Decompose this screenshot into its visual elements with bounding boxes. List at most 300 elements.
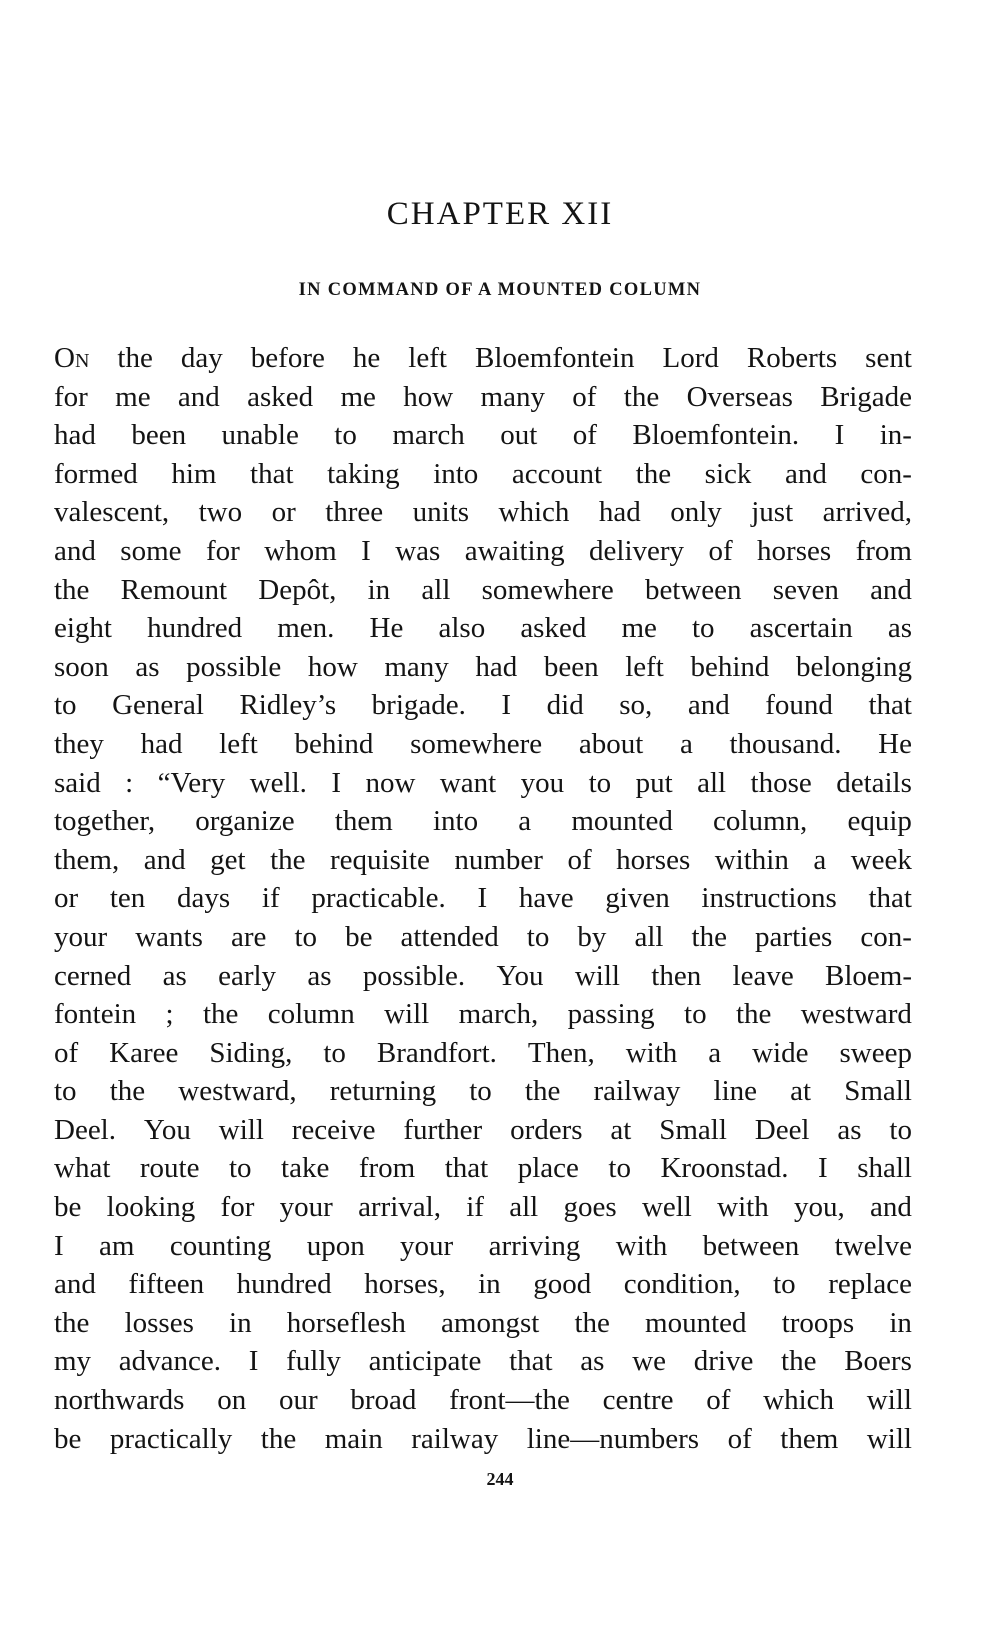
word: route (139, 1152, 200, 1185)
text-line (54, 1342, 912, 1381)
word: the (54, 573, 90, 606)
word: had (140, 727, 183, 760)
word: by (577, 920, 607, 953)
word: I (248, 1345, 259, 1378)
word: in (889, 1306, 912, 1339)
word: to (334, 419, 357, 452)
word: westward, (178, 1075, 297, 1108)
word: did (546, 689, 584, 722)
word: be (54, 1191, 82, 1224)
word: taking (327, 457, 400, 490)
word: that (509, 1345, 553, 1378)
text-line (54, 995, 912, 1034)
word: for (220, 1191, 255, 1224)
word: I (818, 1152, 828, 1185)
word: hundred (236, 1268, 332, 1301)
word: a (708, 1036, 722, 1069)
word: good (533, 1268, 592, 1301)
word: line—numbers (526, 1422, 700, 1455)
word: further (403, 1113, 483, 1146)
word: brigade. (371, 689, 466, 722)
word: me (621, 612, 657, 645)
word: left (219, 727, 258, 760)
word: a (679, 727, 693, 760)
word: will (574, 959, 620, 992)
text-line (54, 532, 912, 571)
body-text (54, 339, 912, 1458)
word: all (697, 766, 727, 799)
word: You (496, 959, 544, 992)
word: sent (865, 342, 912, 374)
word: put (635, 766, 673, 799)
word: at (610, 1113, 632, 1146)
word: the (735, 998, 772, 1031)
word: ; (165, 998, 174, 1031)
word: the (574, 1306, 610, 1339)
text-line (54, 378, 912, 417)
word: instructions (701, 882, 837, 915)
word: as (162, 959, 187, 992)
word: asked (520, 612, 587, 645)
word: mounted (645, 1306, 747, 1339)
word: belonging (795, 650, 912, 683)
word: as (837, 1113, 862, 1146)
word: left (625, 650, 664, 683)
word: and (177, 380, 220, 413)
word: returning (329, 1075, 437, 1108)
word: the (202, 998, 239, 1031)
word: you, (793, 1191, 845, 1224)
text-line (54, 1304, 912, 1343)
word: advance. (118, 1345, 222, 1378)
word: day (180, 342, 223, 374)
word: had (475, 650, 518, 683)
word: me (340, 380, 376, 413)
text-line (54, 1265, 912, 1304)
text-line (54, 841, 912, 880)
word: railway (593, 1075, 681, 1108)
word: between (644, 573, 742, 606)
word: given (605, 882, 670, 915)
word: from (855, 534, 912, 567)
text-line (54, 609, 912, 648)
word: You (143, 1113, 191, 1146)
word: well (641, 1191, 692, 1224)
word: with (615, 1229, 668, 1262)
word: your (279, 1191, 333, 1224)
word: soon (54, 650, 109, 683)
word: requisite (330, 843, 430, 876)
word: them (334, 805, 393, 838)
word: of (572, 380, 597, 413)
word: Siding, (209, 1036, 293, 1069)
word: receive (291, 1113, 376, 1146)
word: on (217, 1384, 247, 1417)
word: them (780, 1422, 839, 1455)
word: three (325, 496, 384, 529)
word: Brandfort. (376, 1036, 497, 1069)
word: account (511, 457, 603, 490)
text-line (54, 957, 912, 996)
word: at (790, 1075, 812, 1108)
word: them, (54, 843, 120, 876)
word: Bloem- (825, 959, 912, 992)
word: twelve (834, 1229, 912, 1262)
word: those (750, 766, 812, 799)
word: Roberts (746, 342, 838, 374)
word: amongst (441, 1306, 540, 1339)
text-line (54, 1034, 912, 1073)
word: Bloemfontein. (632, 419, 800, 452)
word: men. (277, 612, 335, 645)
word: march, (458, 998, 539, 1031)
word: to (54, 689, 77, 722)
word: to (588, 766, 612, 799)
word: early (218, 959, 277, 992)
word: eight (54, 612, 112, 645)
word: as (307, 959, 332, 992)
word: Lord (662, 342, 719, 374)
word: of (572, 419, 597, 452)
word: drive (693, 1345, 754, 1378)
word: as (135, 650, 160, 683)
word: He (369, 612, 404, 645)
word: into (432, 805, 479, 838)
word: and (784, 457, 827, 490)
word: all (509, 1191, 539, 1224)
word: Kroonstad. (660, 1152, 789, 1185)
word: for (205, 534, 240, 567)
word: leave (732, 959, 794, 992)
word: and (143, 843, 186, 876)
word: He (878, 727, 912, 760)
word: get (210, 843, 246, 876)
word: for (54, 380, 88, 413)
word: left (408, 342, 447, 374)
word: to (323, 1036, 346, 1069)
word: to (526, 920, 550, 953)
text-line (54, 1111, 912, 1150)
text-line (54, 802, 912, 841)
word: to (692, 612, 715, 645)
chapter-heading: CHAPTER XII (386, 196, 614, 232)
word: all (634, 920, 664, 953)
word: equip (847, 805, 912, 838)
text-line (54, 1227, 912, 1266)
word: if (261, 882, 280, 915)
word: between (702, 1229, 800, 1262)
word: been (543, 650, 599, 683)
word: the (524, 1075, 561, 1108)
word: the (54, 1306, 90, 1339)
word: now (365, 766, 416, 799)
word: whom (264, 534, 337, 567)
word: possible (186, 650, 282, 683)
word: days (177, 882, 231, 915)
word: out (500, 419, 538, 452)
word: to (889, 1113, 912, 1146)
word: arriving (488, 1229, 581, 1262)
word: have (518, 882, 574, 915)
word: organize (195, 805, 295, 838)
word: if (466, 1191, 484, 1224)
word: Small (659, 1113, 727, 1146)
word: practically (109, 1422, 233, 1455)
word: line (713, 1075, 758, 1108)
text-line (54, 1420, 912, 1459)
text-line (54, 1149, 912, 1188)
word: what (54, 1152, 111, 1185)
word: upon (306, 1229, 365, 1262)
word: as (887, 612, 912, 645)
word: wide (752, 1036, 809, 1069)
word: column, (713, 805, 808, 838)
word: behind (294, 727, 374, 760)
word: he (352, 342, 381, 374)
word: awaiting (464, 534, 565, 567)
word: are (230, 920, 267, 953)
word: and (869, 1191, 912, 1224)
word: “Very (157, 766, 226, 799)
chapter-subtitle: IN COMMAND OF A MOUNTED COLUMN (298, 280, 702, 300)
word: many (384, 650, 449, 683)
word: as (580, 1345, 605, 1378)
word: the (691, 920, 727, 953)
word: Deel. (54, 1113, 116, 1146)
word: will (384, 998, 430, 1031)
word: to (54, 1075, 77, 1108)
word: I (834, 419, 845, 452)
word: our (278, 1384, 318, 1417)
word: the (623, 380, 660, 413)
word: that (250, 457, 294, 490)
word: which (498, 496, 570, 529)
text-line (54, 571, 912, 610)
word: of (708, 534, 733, 567)
word: am (99, 1229, 135, 1262)
word: in (229, 1306, 252, 1339)
word: so, (619, 689, 653, 722)
word: also (438, 612, 486, 645)
word: Then, (527, 1036, 595, 1069)
word: somewhere (481, 573, 614, 606)
word: On (54, 342, 90, 374)
word: and (870, 573, 912, 606)
word: orders (510, 1113, 583, 1146)
word: will (866, 1384, 912, 1417)
word: I (54, 1229, 64, 1262)
word: me (115, 380, 151, 413)
word: looking (106, 1191, 196, 1224)
word: hundred (147, 612, 243, 645)
word: be (345, 920, 373, 953)
word: General (112, 689, 204, 722)
word: to (228, 1152, 252, 1185)
word: your (54, 920, 108, 953)
word: with (717, 1191, 769, 1224)
text-line (54, 1072, 912, 1111)
word: thousand. (729, 727, 842, 760)
word: delivery (589, 534, 685, 567)
word: to (608, 1152, 631, 1185)
word: the (260, 1422, 297, 1455)
word: number (454, 843, 543, 876)
word: behind (690, 650, 770, 683)
word: of (727, 1422, 752, 1455)
word: parties (755, 920, 833, 953)
word: troops (781, 1306, 855, 1339)
word: anticipate (368, 1345, 482, 1378)
word: the (635, 457, 672, 490)
word: Karee (109, 1036, 179, 1069)
word: we (632, 1345, 667, 1378)
word: arrival, (358, 1191, 441, 1224)
word: how (403, 380, 454, 413)
word: condition, (623, 1268, 741, 1301)
word: which (763, 1384, 835, 1417)
word: had (598, 496, 641, 529)
word: take (281, 1152, 330, 1185)
word: centre (602, 1384, 674, 1417)
word: con- (860, 920, 912, 953)
word: wants (135, 920, 203, 953)
word: : (125, 766, 134, 799)
text-line (54, 648, 912, 687)
word: within (714, 843, 789, 876)
word: march (392, 419, 465, 452)
word: sick (704, 457, 752, 490)
text-line (54, 764, 912, 803)
word: was (395, 534, 441, 567)
word: fifteen (128, 1268, 205, 1301)
word: of (706, 1384, 731, 1417)
word: all (421, 573, 451, 606)
word: in (478, 1268, 501, 1301)
word: Overseas (686, 380, 793, 413)
word: will (218, 1113, 264, 1146)
word: horses, (364, 1268, 446, 1301)
word: Boers (844, 1345, 912, 1378)
word: some (120, 534, 182, 567)
word: your (400, 1229, 454, 1262)
word: fully (286, 1345, 341, 1378)
word: two (198, 496, 243, 529)
word: and (54, 1268, 96, 1301)
word: front—the (449, 1384, 570, 1417)
word: then (651, 959, 702, 992)
word: main (324, 1422, 383, 1455)
word: seven (772, 573, 839, 606)
word: ascertain (749, 612, 853, 645)
word: of (567, 843, 592, 876)
word: Small (844, 1075, 912, 1108)
text-line (54, 416, 912, 455)
word: before (250, 342, 325, 374)
word: westward (800, 998, 912, 1031)
word: cerned (54, 959, 132, 992)
word: and (54, 534, 96, 567)
text-line (54, 455, 912, 494)
word: will (866, 1422, 912, 1455)
word: well. (249, 766, 307, 799)
word: arrived, (822, 496, 912, 529)
word: valescent, (54, 496, 170, 529)
word: want (439, 766, 497, 799)
word: attended (400, 920, 499, 953)
word: broad (350, 1384, 417, 1417)
word: to (294, 920, 317, 953)
word: horses (757, 534, 832, 567)
word: ten (109, 882, 146, 915)
word: I (331, 766, 342, 799)
word: had (54, 419, 96, 452)
word: how (307, 650, 358, 683)
word: to (469, 1075, 492, 1108)
word: just (751, 496, 794, 529)
word: practicable. (311, 882, 446, 915)
word: the (270, 843, 306, 876)
word: to (773, 1268, 796, 1301)
word: Bloemfontein (474, 342, 635, 374)
word: Deel (754, 1113, 810, 1146)
word: in- (879, 419, 912, 452)
word: mounted (571, 805, 673, 838)
word: I (477, 882, 488, 915)
word: column (267, 998, 355, 1031)
word: been (131, 419, 187, 452)
word: railway (411, 1422, 499, 1455)
text-line (54, 879, 912, 918)
word: week (850, 843, 912, 876)
text-line (54, 1188, 912, 1227)
word: formed (54, 457, 138, 490)
word: or (54, 882, 79, 915)
word: I (361, 534, 371, 567)
text-line (54, 1381, 912, 1420)
word: replace (828, 1268, 912, 1301)
word: that (868, 882, 912, 915)
word: horses (616, 843, 691, 876)
word: losses (124, 1306, 194, 1339)
text-line (54, 493, 912, 532)
word: unable (221, 419, 299, 452)
word: that (444, 1152, 489, 1185)
word: many (480, 380, 545, 413)
word: they (54, 727, 104, 760)
word: you (520, 766, 565, 799)
word: into (433, 457, 479, 490)
page-number: 244 (486, 1469, 514, 1489)
word: place (517, 1152, 579, 1185)
word: from (358, 1152, 416, 1185)
word: him (171, 457, 217, 490)
word: horseflesh (286, 1306, 406, 1339)
text-line (54, 918, 912, 957)
word: units (412, 496, 470, 529)
word: passing (567, 998, 655, 1031)
text-line (54, 686, 912, 725)
word: to (684, 998, 707, 1031)
word: that (868, 689, 912, 722)
word: sweep (839, 1036, 912, 1069)
word: counting (169, 1229, 272, 1262)
word: and (687, 689, 730, 722)
word: the (781, 1345, 817, 1378)
word: I (501, 689, 512, 722)
word: shall (857, 1152, 912, 1185)
word: in (367, 573, 391, 606)
word: possible. (362, 959, 466, 992)
